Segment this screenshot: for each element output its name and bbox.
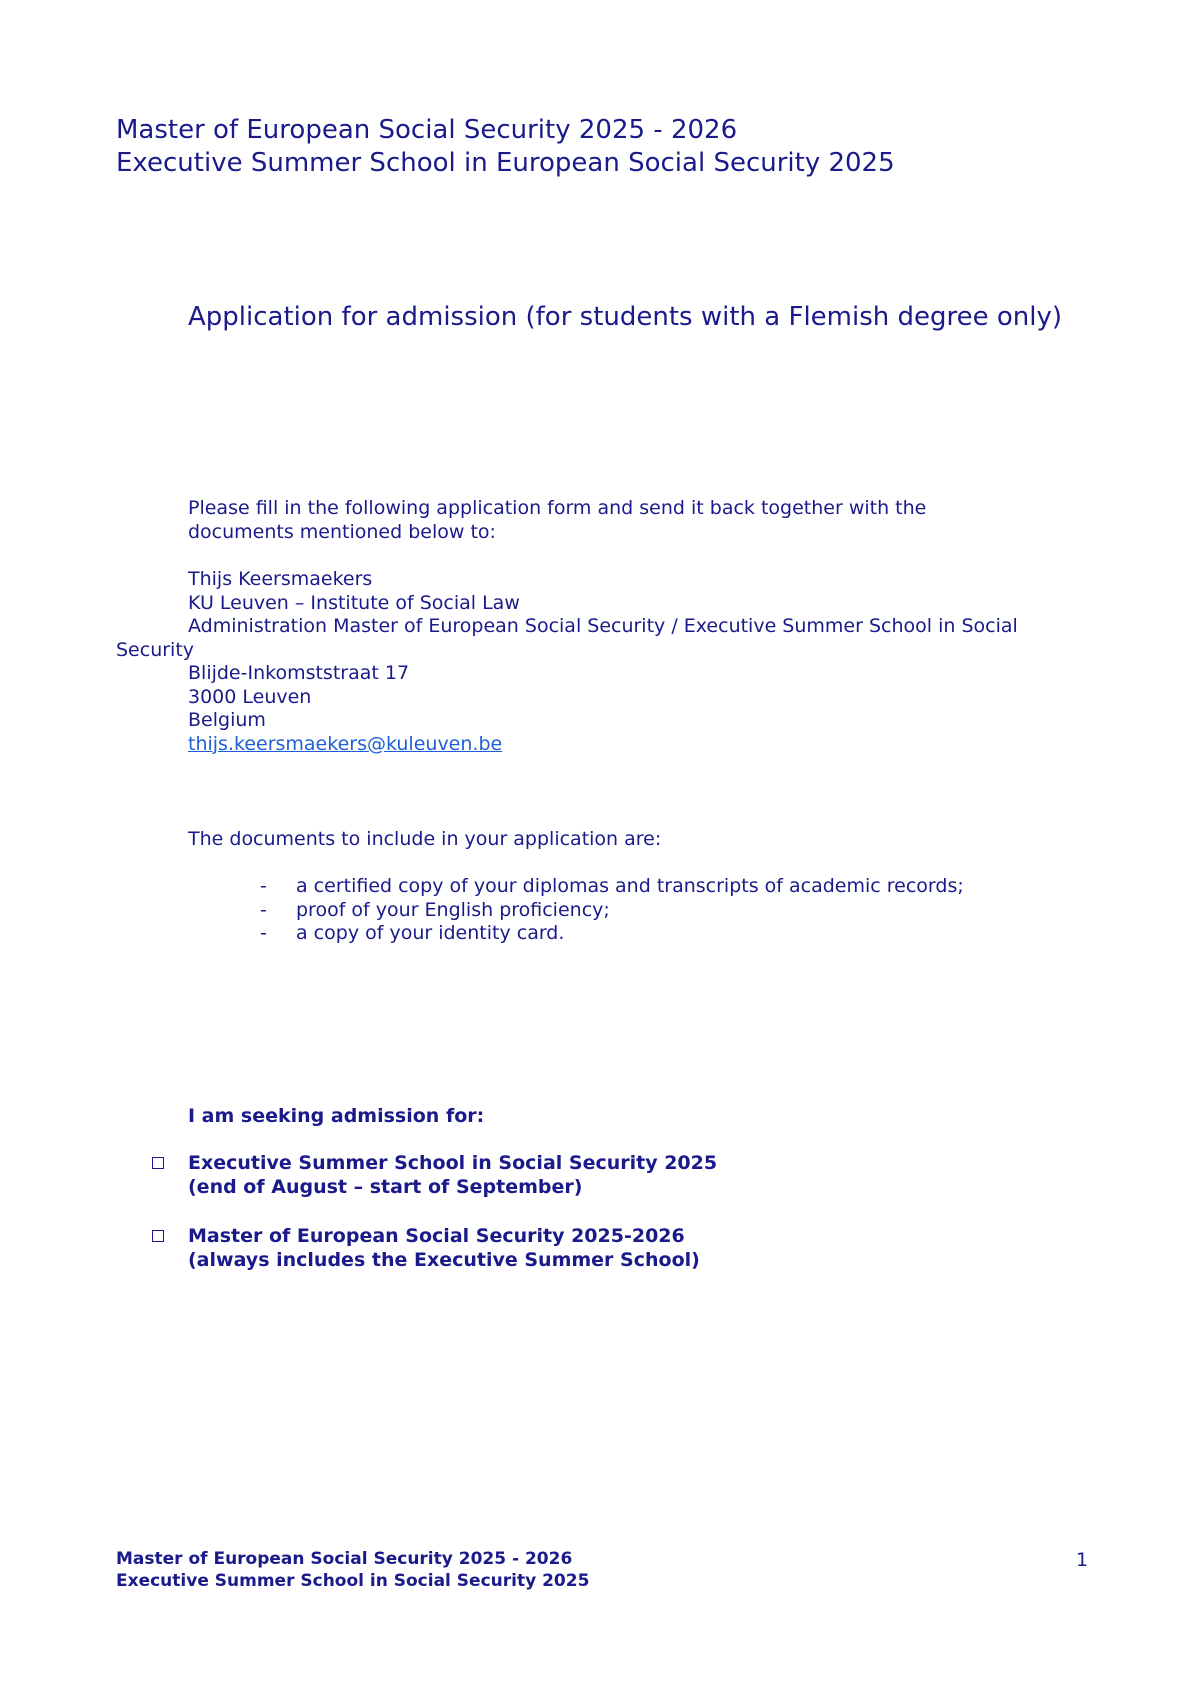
option-master[interactable] [152, 1225, 700, 1272]
list-item-text: a copy of your identity card. [296, 922, 565, 944]
address-street: Blijde-Inkomststraat 17 [188, 662, 410, 684]
email-link[interactable]: thijs.keersmaekers@kuleuven.be [188, 732, 503, 755]
list-item [260, 922, 964, 946]
intro-line-1: Please fill in the following application form and send it back together with the [188, 497, 927, 519]
intro-paragraph [188, 497, 1088, 544]
application-heading: Application for admission (for students with a Flemish degree only) [188, 302, 1063, 332]
documents-list [260, 875, 964, 946]
mailing-address [116, 568, 1096, 756]
option-summer-school-label: Executive Summer School in Social Security 2025 [188, 1152, 718, 1174]
address-country: Belgium [188, 709, 266, 731]
option-master-sublabel: (always includes the Executive Summer School) [188, 1248, 700, 1271]
footer-line-1: Master of European Social Security 2025 - 2026 [116, 1549, 573, 1569]
page-footer [116, 1548, 589, 1592]
checkbox-master[interactable] [152, 1230, 164, 1242]
option-summer-school[interactable] [152, 1152, 717, 1199]
address-email-row [116, 733, 1096, 757]
title-line-1: Master of European Social Security 2025 - 2026 [116, 115, 738, 145]
list-item-text: proof of your English proficiency; [296, 898, 610, 921]
option-master-label: Master of European Social Security 2025-2026 [188, 1225, 685, 1247]
checkbox-summer-school[interactable] [152, 1157, 164, 1169]
bullet-dash: - [260, 898, 267, 921]
admission-heading: I am seeking admission for: [188, 1105, 485, 1127]
bullet-dash: - [260, 922, 267, 944]
address-administration: Administration Master of European Social Security / Executive Summer School in Social Security [116, 615, 1018, 661]
address-institute: KU Leuven – Institute of Social Law [188, 591, 520, 614]
address-city: 3000 Leuven [188, 685, 312, 708]
list-item [260, 899, 964, 923]
bullet-dash: - [260, 875, 267, 897]
option-summer-school-sublabel: (end of August – start of September) [188, 1175, 583, 1198]
page-number: 1 [1076, 1549, 1089, 1571]
title-line-2: Executive Summer School in European Social Security 2025 [116, 148, 895, 178]
intro-line-2: documents mentioned below to: [188, 520, 496, 543]
list-item-text: a certified copy of your diplomas and transcripts of academic records; [296, 875, 964, 897]
footer-line-2: Executive Summer School in Social Security 2025 [116, 1571, 590, 1591]
documents-intro: The documents to include in your application are: [188, 828, 662, 850]
address-name: Thijs Keersmaekers [188, 568, 373, 590]
list-item [260, 875, 964, 899]
page-title [116, 114, 895, 180]
